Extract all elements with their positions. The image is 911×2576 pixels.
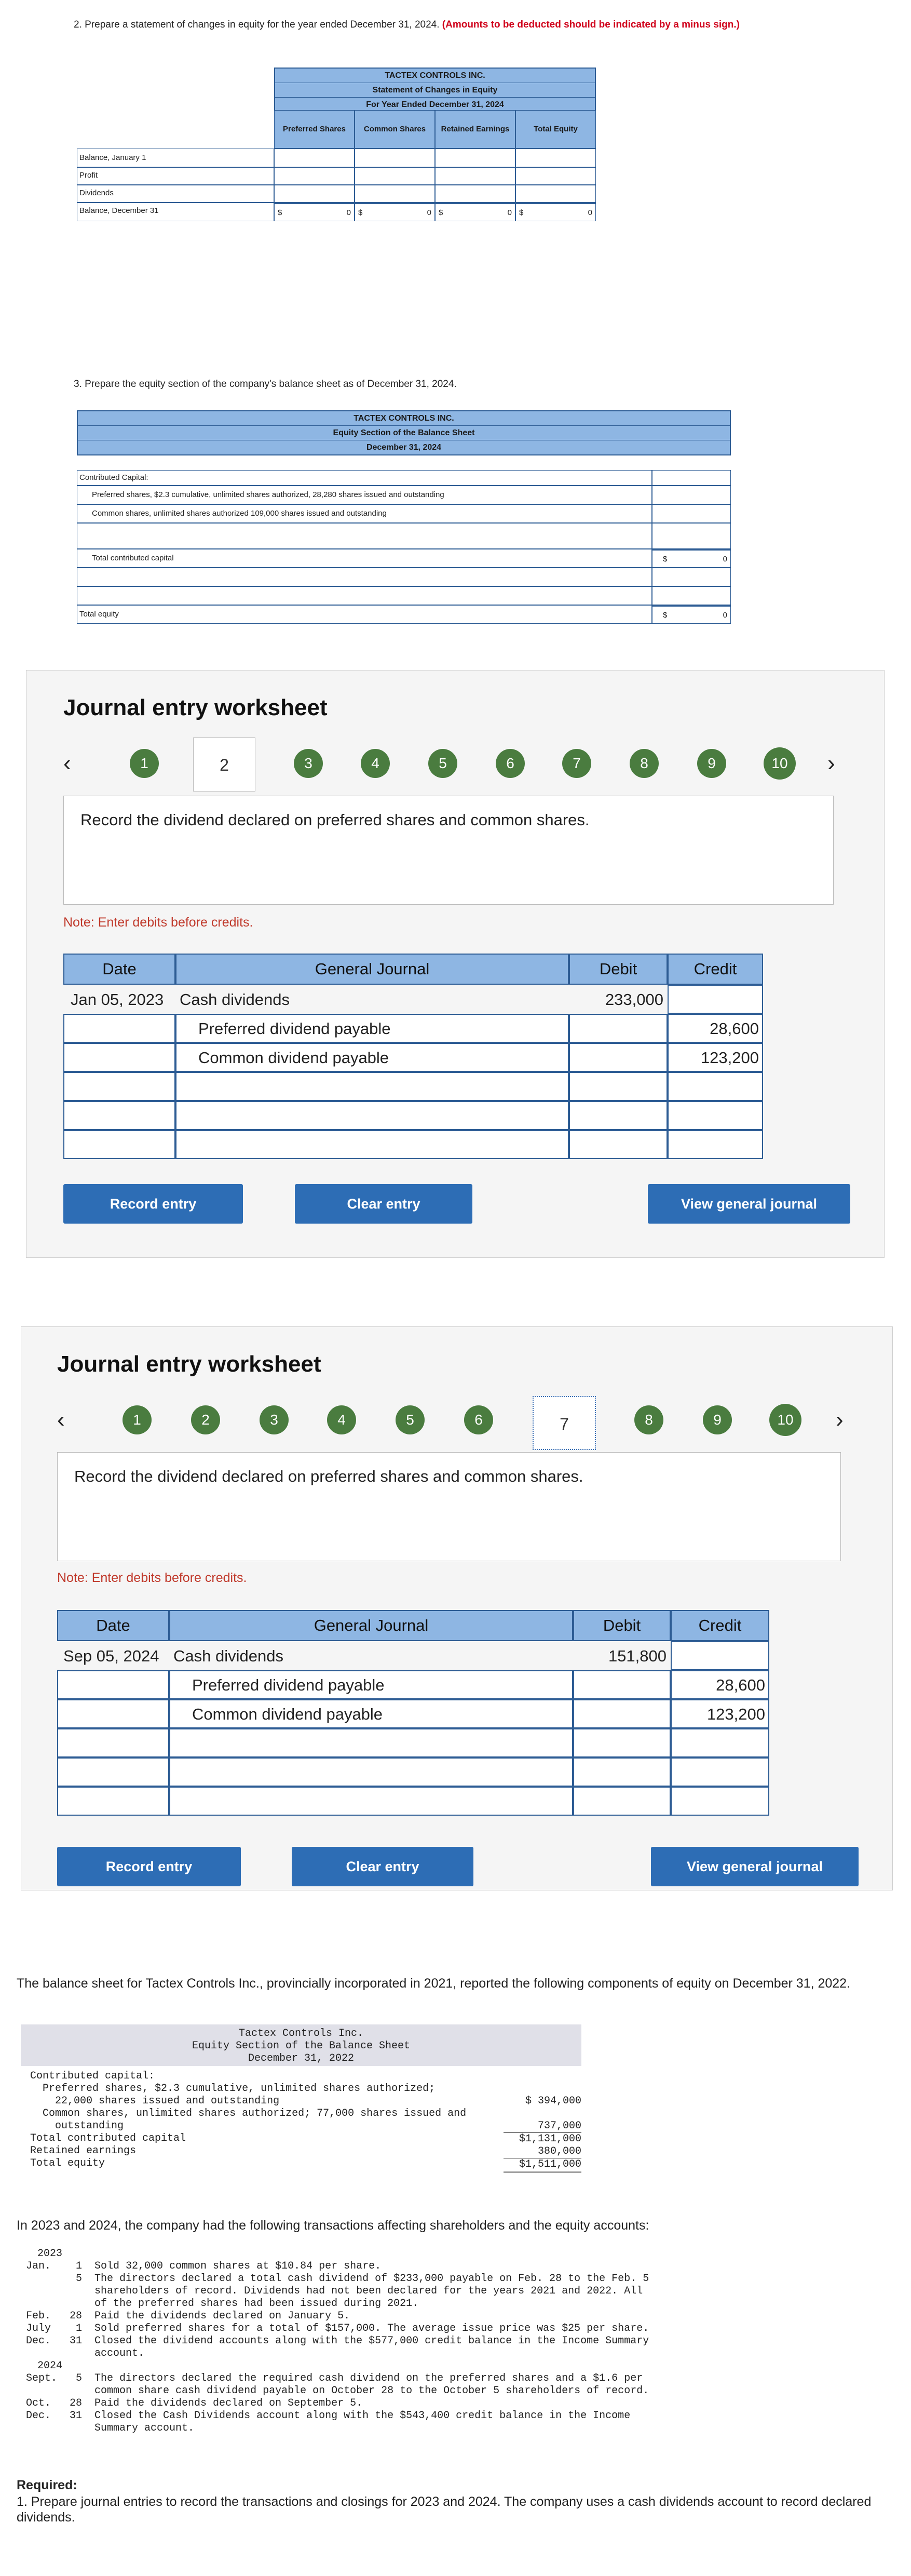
w2-row5-date[interactable] — [57, 1757, 169, 1787]
w2-row1-date[interactable]: Sep 05, 2024 — [63, 1647, 159, 1665]
row-contributed-capital: Contributed Capital: — [77, 470, 652, 486]
part2-prompt — [74, 19, 842, 31]
w2-row3-debit[interactable] — [573, 1699, 671, 1728]
w1-row5-credit[interactable] — [668, 1101, 763, 1130]
row-blank-3[interactable] — [77, 586, 652, 605]
transaction-line: Sept. 5 The directors declared the required cash dividend on the preferred shares and a $1.6 per — [26, 2372, 643, 2384]
w2-row5-account[interactable] — [169, 1757, 573, 1787]
part2-period: For Year Ended December 31, 2024 — [366, 100, 504, 109]
cell-pref-profit[interactable] — [274, 167, 355, 185]
cell-total-balance-jan[interactable] — [515, 149, 596, 167]
w2-row2-account[interactable]: Preferred dividend payable — [169, 1670, 573, 1699]
worksheet-1-title: Journal entry worksheet — [63, 695, 328, 720]
step-7[interactable]: 7 — [562, 749, 591, 778]
w2-row3-date[interactable] — [57, 1699, 169, 1728]
cell-total-equity: $ 0 — [652, 605, 731, 624]
w1-col-general-journal: General Journal — [175, 954, 569, 985]
worksheet-1-instruction: Record the dividend declared on preferred shares and common shares. — [63, 796, 834, 905]
w2-row3-account[interactable]: Common dividend payable — [169, 1699, 573, 1728]
w1-col-date: Date — [63, 954, 175, 985]
cell-re-balance-jan[interactable] — [435, 149, 515, 167]
step-10[interactable]: 10 — [764, 747, 796, 780]
w1-row4-account[interactable] — [175, 1072, 569, 1101]
bs-value-total-contributed: $1,131,000 — [519, 2133, 581, 2145]
next-arrow-icon[interactable]: › — [827, 750, 835, 776]
w1-record-entry-button[interactable]: Record entry — [63, 1184, 243, 1224]
w2-row6-account[interactable] — [169, 1787, 573, 1816]
w2-row6-date[interactable] — [57, 1787, 169, 1816]
w2-step-8[interactable]: 8 — [634, 1405, 663, 1434]
w2-col-debit: Debit — [573, 1610, 671, 1641]
transaction-line: July 1 Sold preferred shares for a total of $157,000. The average issue price was $25 per share. — [26, 2323, 649, 2334]
w1-row2-debit[interactable] — [569, 1014, 668, 1043]
cell-pref-dividends[interactable] — [274, 185, 355, 203]
w1-row1-date[interactable]: Jan 05, 2023 — [71, 990, 164, 1009]
step-1[interactable]: 1 — [130, 749, 159, 778]
w2-step-3[interactable]: 3 — [260, 1405, 289, 1434]
w2-row4-debit[interactable] — [573, 1728, 671, 1757]
part3-company: TACTEX CONTROLS INC. — [78, 411, 730, 426]
cell-total-balance-dec: $ 0 — [515, 203, 596, 221]
part2-statement-title: Statement of Changes in Equity — [275, 83, 595, 98]
bs-value-preferred: $ 394,000 — [525, 2095, 581, 2107]
w1-row2-account[interactable]: Preferred dividend payable — [175, 1014, 569, 1043]
cell-blank-1[interactable] — [652, 523, 731, 549]
bs-line: Common shares, unlimited shares authorized; 77,000 shares issued and — [30, 2108, 467, 2119]
cell-common-balance-dec: $ 0 — [355, 203, 435, 221]
w1-row6-account[interactable] — [175, 1130, 569, 1159]
w2-col-general-journal: General Journal — [169, 1610, 573, 1641]
step-2-active[interactable]: 2 — [193, 737, 255, 791]
part3-date: December 31, 2024 — [366, 443, 442, 452]
w2-row6-debit[interactable] — [573, 1787, 671, 1816]
w1-row2-date[interactable] — [63, 1014, 175, 1043]
w2-row5-credit[interactable] — [671, 1757, 769, 1787]
bs-header-title: Equity Section of the Balance Sheet — [192, 2040, 411, 2052]
w1-row4-debit[interactable] — [569, 1072, 668, 1101]
cell-total-profit[interactable] — [515, 167, 596, 185]
transaction-line: account. — [26, 2347, 145, 2359]
w1-row3-date[interactable] — [63, 1043, 175, 1072]
cell-common-balance-jan[interactable] — [355, 149, 435, 167]
row-common-shares: Common shares, unlimited shares authorized 109,000 shares issued and outstanding — [77, 504, 652, 523]
bs-value-total-equity: $1,511,000 — [504, 2158, 581, 2172]
w2-step-7-active[interactable]: 7 — [533, 1396, 596, 1450]
bs-header — [21, 2024, 581, 2066]
w2-record-entry-button[interactable]: Record entry — [57, 1847, 241, 1886]
transactions-list — [26, 2248, 888, 2435]
w1-row5-date[interactable] — [63, 1101, 175, 1130]
bs-values — [504, 2095, 581, 2172]
w2-step-5[interactable]: 5 — [396, 1405, 425, 1434]
part3-table-header — [77, 410, 731, 455]
cell-total-contributed: $ 0 — [652, 549, 731, 568]
w1-view-general-journal-button[interactable]: View general journal — [648, 1184, 850, 1224]
bs-line: Total equity — [30, 2157, 105, 2169]
w2-row3-credit[interactable]: 123,200 — [671, 1699, 769, 1728]
w1-clear-entry-button[interactable]: Clear entry — [295, 1184, 472, 1224]
w1-row6-credit[interactable] — [668, 1130, 763, 1159]
w1-row4-date[interactable] — [63, 1072, 175, 1101]
w1-col-credit: Credit — [668, 954, 763, 985]
w2-step-9[interactable]: 9 — [703, 1405, 732, 1434]
w2-view-general-journal-button: View general journal — [651, 1847, 859, 1886]
transactions-intro: In 2023 and 2024, the company had the following transactions affecting shareholders and the equity accounts: — [17, 2218, 649, 2233]
w2-row6-credit[interactable] — [671, 1787, 769, 1816]
w2-row1-account[interactable]: Cash dividends — [173, 1647, 283, 1665]
row-label-balance-jan: Balance, January 1 — [77, 149, 274, 167]
transaction-line: shareholders of record. Dividends had not been declared for the years 2021 and 2022. All — [26, 2285, 643, 2297]
next-arrow-icon-2[interactable]: › — [836, 1407, 844, 1432]
transaction-line: Dec. 31 Closed the dividend accounts along with the $577,000 credit balance in the Income Summary — [26, 2335, 649, 2347]
w2-row1-credit[interactable] — [671, 1641, 769, 1670]
part2-company: TACTEX CONTROLS INC. — [275, 69, 595, 83]
w1-row3-debit[interactable] — [569, 1043, 668, 1072]
worksheet-2-note: Note: Enter debits before credits. — [57, 1571, 247, 1585]
part3-section-title: Equity Section of the Balance Sheet — [78, 426, 730, 440]
step-3[interactable]: 3 — [294, 749, 323, 778]
transaction-line: Feb. 28 Paid the dividends declared on January 5. — [26, 2310, 350, 2322]
step-4[interactable]: 4 — [361, 749, 390, 778]
col-retained-earnings: Retained Earnings — [435, 110, 515, 149]
worksheet-1-note: Note: Enter debits before credits. — [63, 915, 253, 930]
part2-table-header — [274, 68, 596, 113]
cell-re-dividends[interactable] — [435, 185, 515, 203]
row-blank-1[interactable] — [77, 523, 652, 549]
bs-header-date: December 31, 2022 — [248, 2052, 355, 2064]
transaction-line: 5 The directors declared a total cash dividend of $233,000 payable on Feb. 28 to the Feb. 5 — [26, 2273, 649, 2285]
row-label-balance-dec: Balance, December 31 — [77, 203, 274, 221]
transaction-line: Dec. 31 Closed the Cash Dividends account along with the $543,400 credit balance in the Income — [26, 2410, 631, 2422]
w1-row6-date[interactable] — [63, 1130, 175, 1159]
w2-clear-entry-button[interactable]: Clear entry — [292, 1847, 473, 1886]
w2-row2-debit[interactable] — [573, 1670, 671, 1699]
row-label-dividends: Dividends — [77, 185, 274, 203]
worksheet-2-instruction: Record the dividend declared on preferred shares and common shares. — [57, 1452, 841, 1561]
prev-arrow-icon-2[interactable]: ‹ — [57, 1407, 65, 1432]
w2-step-10[interactable]: 10 — [769, 1404, 801, 1436]
w2-row1-debit[interactable]: 151,800 — [608, 1647, 667, 1665]
cell-re-profit[interactable] — [435, 167, 515, 185]
w2-col-credit: Credit — [671, 1610, 769, 1641]
bs-line: Retained earnings — [30, 2145, 137, 2157]
w2-step-2[interactable]: 2 — [191, 1405, 220, 1434]
row-total-contributed: Total contributed capital — [77, 549, 652, 568]
w1-col-debit: Debit — [569, 954, 668, 985]
cell-total-dividends[interactable] — [515, 185, 596, 203]
col-common-shares: Common Shares — [355, 110, 435, 149]
cell-pref-balance-dec: $ 0 — [274, 203, 355, 221]
step-5[interactable]: 5 — [428, 749, 457, 778]
row-total-equity: Total equity — [77, 605, 652, 624]
cell-common-profit[interactable] — [355, 167, 435, 185]
w2-row2-date[interactable] — [57, 1670, 169, 1699]
cell-re-balance-dec: $ 0 — [435, 203, 515, 221]
w2-row4-account[interactable] — [169, 1728, 573, 1757]
bs-value-retained: 380,000 — [504, 2145, 581, 2158]
step-8[interactable]: 8 — [630, 749, 659, 778]
prev-arrow-icon[interactable]: ‹ — [63, 750, 71, 776]
col-preferred-shares: Preferred Shares — [274, 110, 355, 149]
required-label: Required: — [17, 2478, 77, 2492]
bs-line: Preferred shares, $2.3 cumulative, unlimited shares authorized; — [30, 2083, 436, 2095]
part2-note: (Amounts to be deducted should be indicated by a minus sign.) — [442, 19, 740, 30]
w2-row2-credit[interactable]: 28,600 — [671, 1670, 769, 1699]
bs-value-common: 737,000 — [504, 2120, 581, 2133]
step-9[interactable]: 9 — [697, 749, 726, 778]
problem-intro: The balance sheet for Tactex Controls Inc., provincially incorporated in 2021, reported the following components of equity on December 31, 2022. — [17, 1976, 851, 1991]
cell-blank-2[interactable] — [652, 568, 731, 586]
w1-row2-credit[interactable]: 28,600 — [668, 1014, 763, 1043]
transaction-line: Jan. 1 Sold 32,000 common shares at $10.84 per share. — [26, 2260, 382, 2272]
transaction-line: of the preferred shares had been issued during 2021. — [26, 2298, 419, 2310]
bs-line: Contributed capital: — [30, 2070, 155, 2082]
row-blank-2[interactable] — [77, 568, 652, 586]
bs-lines — [30, 2070, 497, 2170]
required-text: 1. Prepare journal entries to record the transactions and closings for 2023 and 2024. The company uses a cash dividends account to record declared dividends. — [17, 2494, 872, 2525]
w1-row4-credit[interactable] — [668, 1072, 763, 1101]
bs-line: 22,000 shares issued and outstanding — [30, 2095, 280, 2107]
w1-row3-credit[interactable]: 123,200 — [668, 1043, 763, 1072]
transaction-line: common share cash dividend payable on October 28 to the October 5 shareholders of record. — [26, 2385, 649, 2397]
w2-row4-credit[interactable] — [671, 1728, 769, 1757]
cell-contrib-capital[interactable] — [652, 470, 731, 486]
w1-row1-credit[interactable] — [668, 985, 763, 1014]
w1-row3-account[interactable]: Common dividend payable — [175, 1043, 569, 1072]
w2-row5-debit[interactable] — [573, 1757, 671, 1787]
w1-row1-debit[interactable]: 233,000 — [605, 990, 663, 1009]
transaction-line: Summary account. — [26, 2422, 195, 2434]
worksheet-2-title: Journal entry worksheet — [57, 1351, 321, 1377]
bs-line: Total contributed capital — [30, 2132, 186, 2144]
bs-header-company: Tactex Controls Inc. — [238, 2028, 364, 2040]
cell-blank-3[interactable] — [652, 586, 731, 605]
w2-step-1[interactable]: 1 — [123, 1405, 152, 1434]
w2-col-date: Date — [57, 1610, 169, 1641]
col-total-equity: Total Equity — [515, 110, 596, 149]
cell-preferred-amount[interactable] — [652, 486, 731, 504]
w1-row1-account[interactable]: Cash dividends — [180, 990, 290, 1009]
cell-common-dividends[interactable] — [355, 185, 435, 203]
year-label: 2024 — [37, 2360, 63, 2372]
w1-row5-debit[interactable] — [569, 1101, 668, 1130]
w1-row6-debit[interactable] — [569, 1130, 668, 1159]
cell-pref-balance-jan[interactable] — [274, 149, 355, 167]
w2-step-6[interactable]: 6 — [464, 1405, 493, 1434]
part2-prompt-text: 2. Prepare a statement of changes in equity for the year ended December 31, 2024. — [74, 19, 440, 30]
year-label: 2023 — [37, 2248, 63, 2260]
w2-step-4[interactable]: 4 — [327, 1405, 356, 1434]
cell-common-amount[interactable] — [652, 504, 731, 523]
transaction-line: Oct. 28 Paid the dividends declared on September 5. — [26, 2397, 363, 2409]
row-label-profit: Profit — [77, 167, 274, 185]
part3-prompt: 3. Prepare the equity section of the company's balance sheet as of December 31, 2024. — [74, 379, 457, 390]
step-6[interactable]: 6 — [496, 749, 525, 778]
w1-row5-account[interactable] — [175, 1101, 569, 1130]
bs-line: outstanding — [30, 2120, 124, 2132]
w2-row4-date[interactable] — [57, 1728, 169, 1757]
row-preferred-shares: Preferred shares, $2.3 cumulative, unlimited shares authorized, 28,280 shares issued and outstanding — [77, 486, 652, 504]
